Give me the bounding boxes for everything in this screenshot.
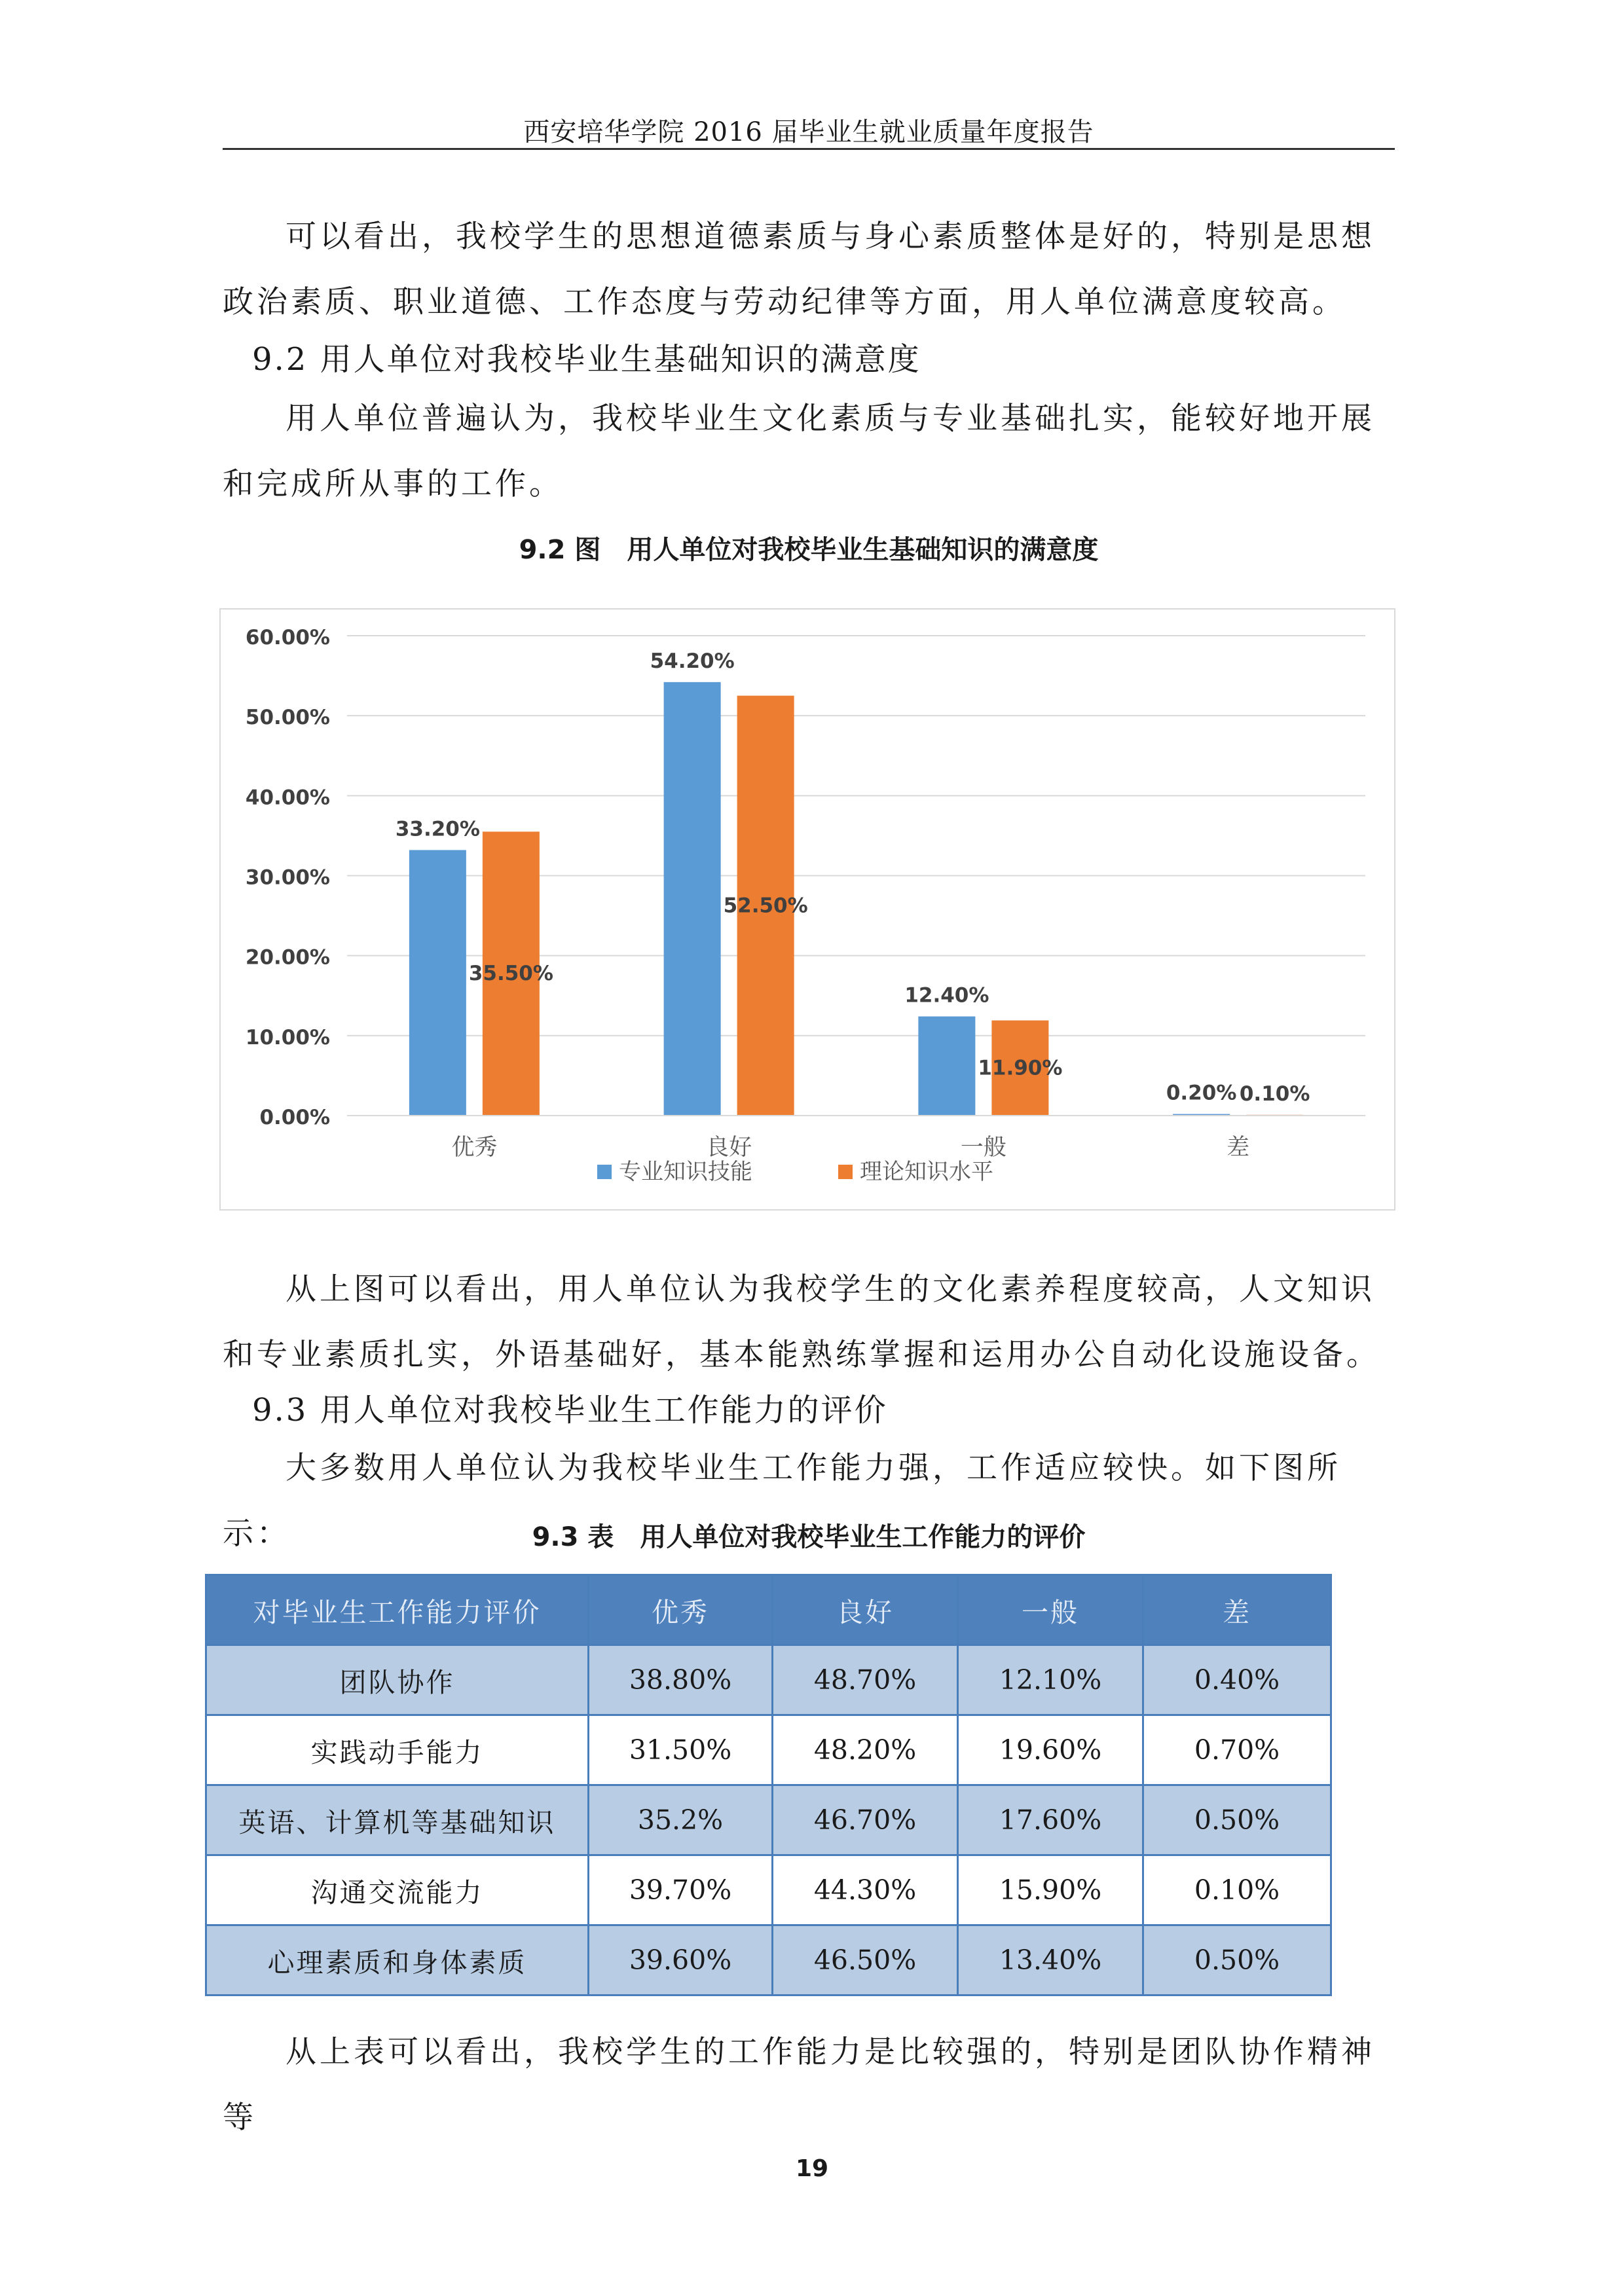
table-cell: 0.10% (1143, 1855, 1331, 1925)
table-cell: 19.60% (958, 1715, 1143, 1785)
data-label: 33.20% (395, 817, 480, 841)
legend-swatch (597, 1165, 612, 1179)
x-category-label: 一般 (960, 1135, 1006, 1161)
header-divider (223, 148, 1395, 150)
y-tick-label: 50.00% (245, 706, 330, 730)
bar-series1 (409, 850, 466, 1116)
section-heading-9-2: 9.2 用人单位对我校毕业生基础知识的满意度 (252, 341, 921, 378)
paragraph-moral-quality: 可以看出，我校学生的思想道德素质与身心素质整体是好的，特别是思想政治素质、职业道德、工作态度与劳动纪律等方面，用人单位满意度较高。 (223, 219, 1375, 320)
chart-frame (219, 608, 1395, 1211)
table-row-label: 沟通交流能力 (206, 1855, 589, 1925)
table-row-label: 英语、计算机等基础知识 (206, 1785, 589, 1855)
y-tick-label: 30.00% (245, 866, 330, 890)
legend-swatch (838, 1165, 853, 1179)
table-cell: 39.70% (589, 1855, 773, 1925)
table-header-cell: 良好 (773, 1575, 958, 1645)
data-label: 11.90% (978, 1056, 1063, 1080)
page-number: 19 (795, 2155, 829, 2182)
y-tick-label: 40.00% (245, 786, 330, 810)
table-caption: 9.3 表 用人单位对我校毕业生工作能力的评价 (532, 1522, 1086, 1552)
table-cell: 15.90% (958, 1855, 1143, 1925)
table-row-label: 实践动手能力 (206, 1715, 589, 1785)
data-label: 35.50% (468, 962, 553, 986)
y-tick-label: 20.00% (245, 945, 330, 970)
table-cell: 46.70% (773, 1785, 958, 1855)
y-tick-label: 10.00% (245, 1025, 330, 1049)
table-row (206, 1715, 1331, 1785)
bar-series1 (918, 1017, 975, 1116)
x-category-label: 良好 (706, 1135, 752, 1161)
data-label: 0.20% (1166, 1081, 1237, 1105)
section-heading-9-3: 9.3 用人单位对我校毕业生工作能力的评价 (252, 1392, 888, 1429)
table-cell: 13.40% (958, 1925, 1143, 1995)
table-row (206, 1855, 1331, 1925)
table-cell: 31.50% (589, 1715, 773, 1785)
paragraph-work-ability: 大多数用人单位认为我校毕业生工作能力强，工作适应较快。如下图所示： (223, 1450, 1341, 1552)
table-row-label: 团队协作 (206, 1645, 589, 1715)
table-cell: 48.20% (773, 1715, 958, 1785)
data-label: 54.20% (650, 649, 735, 673)
paragraph-chart-summary: 从上图可以看出，用人单位认为我校学生的文化素养程度较高，人文知识和专业素质扎实，外语基础好，基本能熟练掌握和运用办公自动化设施设备。 (223, 1271, 1380, 1373)
figure-caption: 9.2 图 用人单位对我校毕业生基础知识的满意度 (519, 535, 1099, 565)
table-header-cell: 一般 (958, 1575, 1143, 1645)
paragraph-table-summary: 从上表可以看出，我校学生的工作能力是比较强的，特别是团队协作精神等 (223, 2034, 1375, 2136)
bar-series1 (664, 682, 721, 1116)
y-tick-label: 0.00% (259, 1106, 330, 1129)
paragraph-basic-knowledge: 用人单位普遍认为，我校毕业生文化素质与专业基础扎实，能较好地开展和完成所从事的工作。 (223, 401, 1375, 502)
data-label: 0.10% (1239, 1082, 1310, 1106)
data-label: 52.50% (723, 894, 808, 918)
work-ability-table (205, 1574, 1332, 1996)
table-cell: 39.60% (589, 1925, 773, 1995)
table-header-cell: 对毕业生工作能力评价 (206, 1575, 589, 1645)
table-cell: 38.80% (589, 1645, 773, 1715)
legend-label: 专业知识技能 (619, 1159, 752, 1185)
page-header-title: 西安培华学院 2016 届毕业生就业质量年度报告 (523, 117, 1094, 147)
table-header-cell: 差 (1143, 1575, 1331, 1645)
table-row (206, 1785, 1331, 1855)
table-cell: 44.30% (773, 1855, 958, 1925)
table-cell: 0.40% (1143, 1645, 1331, 1715)
table-header-row (206, 1575, 1331, 1645)
x-category-label: 差 (1227, 1135, 1250, 1161)
table-cell: 46.50% (773, 1925, 958, 1995)
legend-label: 理论知识水平 (860, 1159, 993, 1185)
table-row (206, 1925, 1331, 1995)
x-category-label: 优秀 (451, 1135, 498, 1161)
table-cell: 0.50% (1143, 1785, 1331, 1855)
table-row-label: 心理素质和身体素质 (206, 1925, 589, 1995)
table-cell: 48.70% (773, 1645, 958, 1715)
data-label: 12.40% (904, 983, 989, 1008)
table-row (206, 1645, 1331, 1715)
table-cell: 0.70% (1143, 1715, 1331, 1785)
y-tick-label: 60.00% (245, 626, 330, 649)
table-cell: 17.60% (958, 1785, 1143, 1855)
table-header-cell: 优秀 (589, 1575, 773, 1645)
bar-chart (221, 610, 1397, 1212)
table-cell: 12.10% (958, 1645, 1143, 1715)
table-cell: 0.50% (1143, 1925, 1331, 1995)
table-cell: 35.2% (589, 1785, 773, 1855)
